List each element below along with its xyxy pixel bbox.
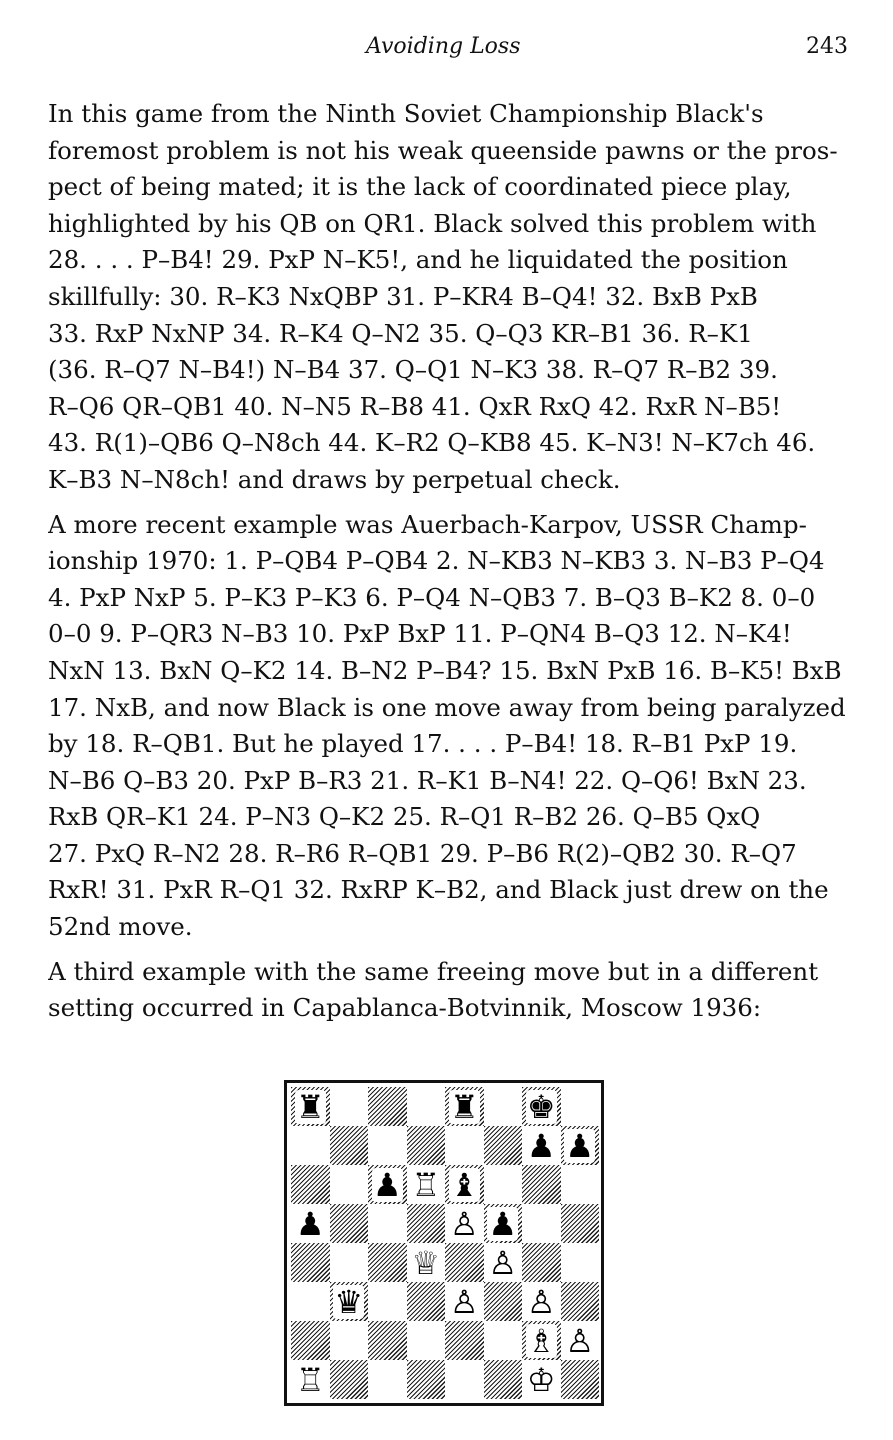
- board-square: [291, 1165, 330, 1204]
- board-square: [484, 1126, 523, 1165]
- board-square: [484, 1360, 523, 1399]
- text-line: 4. PxP NxP 5. P–K3 P–K3 6. P–Q4 N–QB3 7. B–Q3 B–K2 8. 0–0: [48, 582, 816, 612]
- text-line: ionship 1970: 1. P–QB4 P–QB4 2. N–KB3 N–KB3 3. N–B3 P–Q4: [48, 546, 825, 576]
- text-line: A more recent example was Auerbach-Karpov, USSR Champ-: [48, 509, 807, 539]
- black-queen-icon: ♛: [334, 1282, 364, 1321]
- text-line: pect of being mated; it is the lack of coordinated piece play,: [48, 172, 792, 202]
- board-square: [291, 1282, 330, 1321]
- text-line: In this game from the Ninth Soviet Championship Black's: [48, 99, 764, 128]
- board-square: [445, 1243, 484, 1282]
- text-line: setting occurred in Capablanca-Botvinnik, Moscow 1936:: [48, 993, 762, 1023]
- black-pawn-icon: ♟: [372, 1165, 402, 1204]
- running-header: [48, 34, 848, 68]
- board-square: [445, 1360, 484, 1399]
- black-rook-icon: ♜: [295, 1087, 325, 1126]
- board-square: [484, 1165, 523, 1204]
- text-line: 27. PxQ R–N2 28. R–R6 R–QB1 29. P–B6 R(2)–QB2 30. R–Q7: [48, 838, 797, 868]
- board-square: [330, 1204, 369, 1243]
- board-square: [368, 1087, 407, 1126]
- board-square: [330, 1360, 369, 1399]
- board-square: [368, 1360, 407, 1399]
- board-square: [291, 1321, 330, 1360]
- text-line: 17. NxB, and now Black is one move away from being paralyzed: [48, 692, 846, 722]
- black-pawn-icon: ♟: [295, 1204, 325, 1243]
- board-square: [484, 1282, 523, 1321]
- board-square: [330, 1087, 369, 1126]
- text-line: 43. R(1)–QB6 Q–N8ch 44. K–R2 Q–KB8 45. K–N3! N–K7ch 46.: [48, 428, 816, 458]
- board-square: [330, 1243, 369, 1282]
- board-square: [561, 1282, 600, 1321]
- black-king-icon: ♚: [526, 1087, 556, 1126]
- board-square: [291, 1126, 330, 1165]
- white-pawn-icon: ♙: [565, 1321, 595, 1360]
- board-square: [561, 1243, 600, 1282]
- text-line: 28. . . . P–B4! 29. PxP N–K5!, and he liquidated the position: [48, 245, 788, 275]
- running-title: Avoiding Loss: [366, 34, 521, 59]
- board-square: [561, 1204, 600, 1243]
- board-square: [445, 1321, 484, 1360]
- text-line: A third example with the same freeing move but in a different: [48, 956, 819, 986]
- white-pawn-icon: ♙: [488, 1243, 518, 1282]
- board-square: [368, 1204, 407, 1243]
- body-text: [48, 96, 848, 1027]
- board-square: [561, 1087, 600, 1126]
- board-square: [407, 1360, 446, 1399]
- board-square: [407, 1282, 446, 1321]
- text-line: RxR! 31. PxR R–Q1 32. RxRP K–B2, and Black just drew on the: [48, 875, 829, 905]
- white-bishop-icon: ♗: [526, 1321, 556, 1360]
- chess-diagram: [284, 1080, 604, 1406]
- white-pawn-icon: ♙: [449, 1282, 479, 1321]
- white-rook-icon: ♖: [411, 1165, 441, 1204]
- black-rook-icon: ♜: [449, 1087, 479, 1126]
- chess-board: [291, 1087, 599, 1399]
- black-bishop-icon: ♝: [449, 1165, 479, 1204]
- board-square: [291, 1243, 330, 1282]
- board-square: [407, 1126, 446, 1165]
- text-line: skillfully: 30. R–K3 NxQBP 31. P–KR4 B–Q4! 32. BxB PxB: [48, 281, 758, 311]
- board-square: [522, 1165, 561, 1204]
- black-pawn-icon: ♟: [565, 1126, 595, 1165]
- text-line: foremost problem is not his weak queenside pawns or the pros-: [48, 135, 838, 165]
- text-line: by 18. R–QB1. But he played 17. . . . P–B4! 18. R–B1 PxP 19.: [48, 729, 798, 759]
- board-square: [484, 1321, 523, 1360]
- board-square: [561, 1165, 600, 1204]
- board-square: [407, 1204, 446, 1243]
- board-square: [368, 1321, 407, 1360]
- text-line: 33. RxP NxNP 34. R–K4 Q–N2 35. Q–Q3 KR–B1 36. R–K1: [48, 318, 753, 348]
- board-square: [330, 1165, 369, 1204]
- board-square: [561, 1360, 600, 1399]
- text-line: 0–0 9. P–QR3 N–B3 10. PxP BxP 11. P–QN4 B–Q3 12. N–K4!: [48, 619, 792, 649]
- board-square: [445, 1126, 484, 1165]
- white-pawn-icon: ♙: [526, 1282, 556, 1321]
- white-rook-icon: ♖: [295, 1360, 325, 1399]
- board-square: [368, 1282, 407, 1321]
- text-line: R–Q6 QR–QB1 40. N–N5 R–B8 41. QxR RxQ 42. RxR N–B5!: [48, 391, 782, 421]
- page-number: 243: [806, 34, 848, 59]
- board-square: [330, 1126, 369, 1165]
- text-line: (36. R–Q7 N–B4!) N–B4 37. Q–Q1 N–K3 38. R–Q7 R–B2 39.: [48, 355, 778, 385]
- board-square: [368, 1243, 407, 1282]
- board-square: [368, 1126, 407, 1165]
- board-square: [522, 1243, 561, 1282]
- text-line: K–B3 N–N8ch! and draws by perpetual check.: [48, 464, 621, 494]
- white-queen-icon: ♕: [411, 1243, 441, 1282]
- board-square: [484, 1087, 523, 1126]
- white-king-icon: ♔: [526, 1360, 556, 1399]
- board-square: [407, 1321, 446, 1360]
- black-pawn-icon: ♟: [488, 1204, 518, 1243]
- text-line: RxB QR–K1 24. P–N3 Q–K2 25. R–Q1 R–B2 26. Q–B5 QxQ: [48, 802, 761, 832]
- board-square: [407, 1087, 446, 1126]
- text-line: N–B6 Q–B3 20. PxP B–R3 21. R–K1 B–N4! 22. Q–Q6! BxN 23.: [48, 765, 807, 795]
- white-pawn-icon: ♙: [449, 1204, 479, 1243]
- black-pawn-icon: ♟: [526, 1126, 556, 1165]
- board-square: [330, 1321, 369, 1360]
- text-line: highlighted by his QB on QR1. Black solved this problem with: [48, 208, 817, 238]
- text-line: NxN 13. BxN Q–K2 14. B–N2 P–B4? 15. BxN PxB 16. B–K5! BxB: [48, 655, 842, 685]
- text-line: 52nd move.: [48, 912, 193, 942]
- board-square: [522, 1204, 561, 1243]
